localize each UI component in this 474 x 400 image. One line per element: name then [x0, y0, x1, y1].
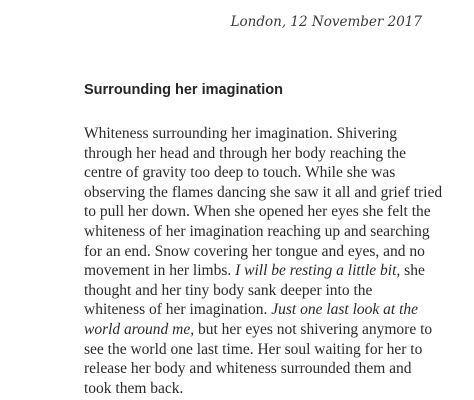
body-line	[84, 320, 464, 340]
section-heading: Surrounding her imagination	[84, 82, 283, 98]
body-text-segment: centre of gravity too deep to touch. While she was	[84, 164, 396, 182]
body-text-segment: but her eyes not shivering anymore to	[194, 320, 433, 338]
body-line	[84, 340, 464, 360]
body-line	[84, 359, 464, 379]
body-line	[84, 242, 464, 262]
body-line	[84, 124, 464, 144]
body-text-segment: movement in her limbs.	[84, 262, 236, 280]
body-text-segment: she	[400, 262, 425, 280]
body-text-segment: observing the flames dancing she saw it all and grief tried	[84, 183, 443, 201]
body-text-segment: release her body and whiteness surrounded them and	[84, 360, 412, 378]
body-line	[84, 183, 464, 203]
body-line	[84, 163, 464, 183]
body-line	[84, 202, 464, 222]
body-text-segment: took them back.	[84, 379, 184, 397]
body-line	[84, 300, 464, 320]
body-line	[84, 222, 464, 242]
body-line	[84, 261, 464, 281]
body-text-segment: Whiteness surrounding her imagination. Shivering	[84, 125, 397, 142]
body-line	[84, 281, 464, 301]
body-text-segment: whiteness of her imagination reaching up and searching	[84, 222, 430, 240]
body-text-segment: for an end. Snow covering her tongue and eyes, and no	[84, 242, 425, 260]
body-text-segment: whiteness of her imagination.	[84, 301, 272, 319]
body-text-segment: thought and her tiny body sank deeper into the	[84, 281, 373, 299]
italic-thought: world around me,	[84, 320, 195, 338]
dateline: London, 12 November 2017	[230, 14, 422, 30]
body-text-segment: see the world one last time. Her soul waiting for her to	[84, 340, 423, 358]
italic-thought: Just one last look at the	[271, 301, 419, 319]
body-text-segment: through her head and through her body reaching the	[84, 144, 406, 162]
body-paragraph	[84, 124, 464, 398]
italic-thought: I will be resting a little bit,	[235, 262, 401, 280]
body-line	[84, 144, 464, 164]
body-line	[84, 379, 464, 399]
body-text-segment: to pull her down. When she opened her eyes she felt the	[84, 203, 431, 221]
